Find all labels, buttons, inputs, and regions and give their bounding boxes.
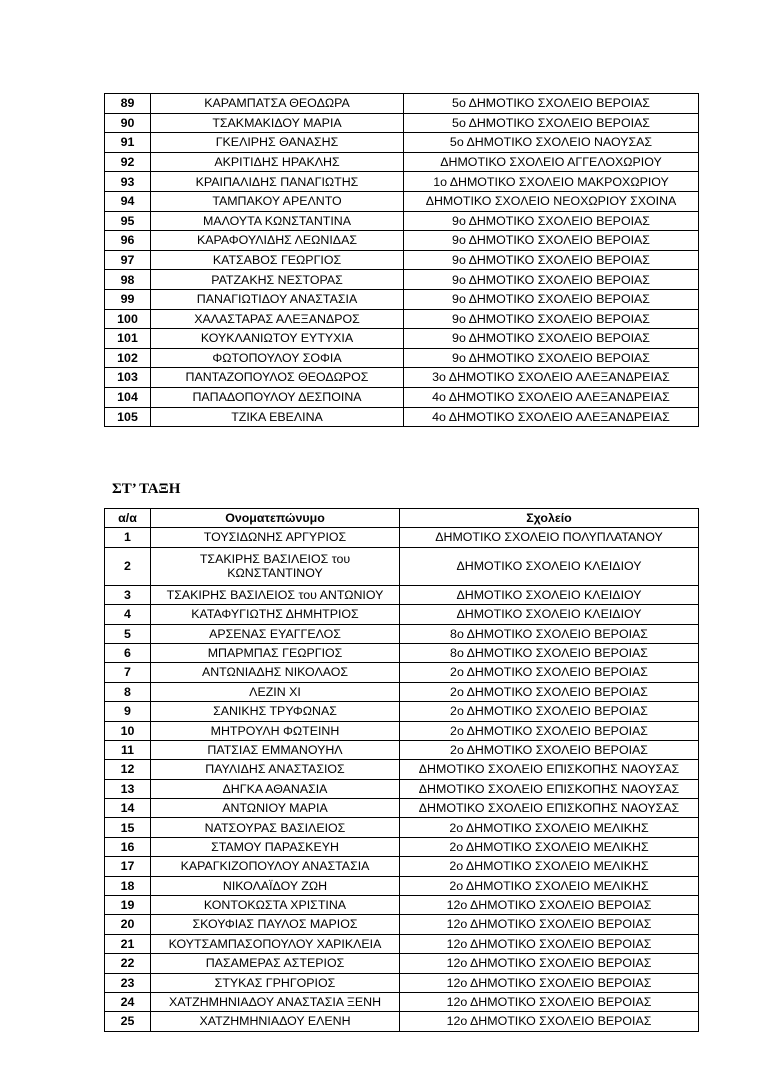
school-name: 9ο ΔΗΜΟΤΙΚΟ ΣΧΟΛΕΙΟ ΒΕΡΟΙΑΣ	[404, 211, 699, 231]
school-name: 4ο ΔΗΜΟΤΙΚΟ ΣΧΟΛΕΙΟ ΑΛΕΞΑΝΔΡΕΙΑΣ	[404, 387, 699, 407]
row-number: 2	[105, 547, 151, 585]
school-name: 2ο ΔΗΜΟΤΙΚΟ ΣΧΟΛΕΙΟ ΜΕΛΙΚΗΣ	[400, 818, 699, 837]
row-number: 99	[105, 289, 151, 309]
row-number: 16	[105, 837, 151, 856]
table-row	[105, 191, 699, 211]
student-name: ΣΤΥΚΑΣ ΓΡΗΓΟΡΙΟΣ	[151, 973, 400, 992]
table-row	[105, 368, 699, 388]
table-row	[105, 876, 699, 895]
school-name: 12ο ΔΗΜΟΤΙΚΟ ΣΧΟΛΕΙΟ ΒΕΡΟΙΑΣ	[400, 896, 699, 915]
school-name: ΔΗΜΟΤΙΚΟ ΣΧΟΛΕΙΟ ΕΠΙΣΚΟΠΗΣ ΝΑΟΥΣΑΣ	[400, 799, 699, 818]
school-name: 2ο ΔΗΜΟΤΙΚΟ ΣΧΟΛΕΙΟ ΒΕΡΟΙΑΣ	[400, 663, 699, 682]
student-name: ΠΑΝΤΑΖΟΠΟΥΛΟΣ ΘΕΟΔΩΡΟΣ	[151, 368, 404, 388]
row-number: 12	[105, 760, 151, 779]
column-header-name: Ονοματεπώνυμο	[151, 509, 400, 528]
row-number: 102	[105, 348, 151, 368]
table-row	[105, 309, 699, 329]
school-name: 5ο ΔΗΜΟΤΙΚΟ ΣΧΟΛΕΙΟ ΒΕΡΟΙΑΣ	[404, 113, 699, 133]
school-name: 2ο ΔΗΜΟΤΙΚΟ ΣΧΟΛΕΙΟ ΒΕΡΟΙΑΣ	[400, 702, 699, 721]
student-name: ΤΑΜΠΑΚΟΥ ΑΡΕΛΝΤΟ	[151, 191, 404, 211]
row-number: 105	[105, 407, 151, 427]
table-row	[105, 387, 699, 407]
student-name: ΠΑΤΣΙΑΣ ΕΜΜΑΝΟΥΗΛ	[151, 740, 400, 759]
row-number: 7	[105, 663, 151, 682]
student-name: ΑΝΤΩΝΙΑΔΗΣ ΝΙΚΟΛΑΟΣ	[151, 663, 400, 682]
table-row	[105, 270, 699, 290]
school-name: 9ο ΔΗΜΟΤΙΚΟ ΣΧΟΛΕΙΟ ΒΕΡΟΙΑΣ	[404, 309, 699, 329]
school-name: 9ο ΔΗΜΟΤΙΚΟ ΣΧΟΛΕΙΟ ΒΕΡΟΙΑΣ	[404, 329, 699, 349]
table-row	[105, 973, 699, 992]
students-table-continued-body	[105, 94, 699, 427]
row-number: 10	[105, 721, 151, 740]
row-number: 13	[105, 779, 151, 798]
student-name: ΑΚΡΙΤΙΔΗΣ ΗΡΑΚΛΗΣ	[151, 152, 404, 172]
school-name: 12ο ΔΗΜΟΤΙΚΟ ΣΧΟΛΕΙΟ ΒΕΡΟΙΑΣ	[400, 1012, 699, 1031]
table-row	[105, 721, 699, 740]
school-name: ΔΗΜΟΤΙΚΟ ΣΧΟΛΕΙΟ ΠΟΛΥΠΛΑΤΑΝΟΥ	[400, 528, 699, 547]
students-table-continued	[104, 93, 699, 427]
row-number: 90	[105, 113, 151, 133]
table-row	[105, 702, 699, 721]
student-name: ΚΡΑΙΠΑΛΙΔΗΣ ΠΑΝΑΓΙΩΤΗΣ	[151, 172, 404, 192]
school-name: 2ο ΔΗΜΟΤΙΚΟ ΣΧΟΛΕΙΟ ΜΕΛΙΚΗΣ	[400, 876, 699, 895]
table-row	[105, 289, 699, 309]
student-name: ΤΣΑΚΙΡΗΣ ΒΑΣΙΛΕΙΟΣ του ΚΩΝΣΤΑΝΤΙΝΟΥ	[151, 547, 400, 585]
row-number: 17	[105, 857, 151, 876]
school-name: ΔΗΜΟΤΙΚΟ ΣΧΟΛΕΙΟ ΕΠΙΣΚΟΠΗΣ ΝΑΟΥΣΑΣ	[400, 779, 699, 798]
table-row	[105, 643, 699, 662]
school-name: 12ο ΔΗΜΟΤΙΚΟ ΣΧΟΛΕΙΟ ΒΕΡΟΙΑΣ	[400, 934, 699, 953]
school-name: 9ο ΔΗΜΟΤΙΚΟ ΣΧΟΛΕΙΟ ΒΕΡΟΙΑΣ	[404, 231, 699, 251]
row-number: 1	[105, 528, 151, 547]
student-name: ΚΟΝΤΟΚΩΣΤΑ ΧΡΙΣΤΙΝΑ	[151, 896, 400, 915]
student-name: ΤΣΑΚΜΑΚΙΔΟΥ ΜΑΡΙΑ	[151, 113, 404, 133]
row-number: 97	[105, 250, 151, 270]
school-name: 12ο ΔΗΜΟΤΙΚΟ ΣΧΟΛΕΙΟ ΒΕΡΟΙΑΣ	[400, 915, 699, 934]
row-number: 8	[105, 682, 151, 701]
school-name: 12ο ΔΗΜΟΤΙΚΟ ΣΧΟΛΕΙΟ ΒΕΡΟΙΑΣ	[400, 954, 699, 973]
row-number: 21	[105, 934, 151, 953]
table-row	[105, 760, 699, 779]
school-name: 12ο ΔΗΜΟΤΙΚΟ ΣΧΟΛΕΙΟ ΒΕΡΟΙΑΣ	[400, 973, 699, 992]
school-name: 9ο ΔΗΜΟΤΙΚΟ ΣΧΟΛΕΙΟ ΒΕΡΟΙΑΣ	[404, 250, 699, 270]
student-name: ΛΕΖΙΝ ΧΙ	[151, 682, 400, 701]
school-name: 12ο ΔΗΜΟΤΙΚΟ ΣΧΟΛΕΙΟ ΒΕΡΟΙΑΣ	[400, 992, 699, 1011]
row-number: 101	[105, 329, 151, 349]
school-name: 9ο ΔΗΜΟΤΙΚΟ ΣΧΟΛΕΙΟ ΒΕΡΟΙΑΣ	[404, 289, 699, 309]
table-row	[105, 954, 699, 973]
row-number: 9	[105, 702, 151, 721]
column-header-school: Σχολείο	[400, 509, 699, 528]
school-name: 9ο ΔΗΜΟΤΙΚΟ ΣΧΟΛΕΙΟ ΒΕΡΟΙΑΣ	[404, 348, 699, 368]
row-number: 93	[105, 172, 151, 192]
student-name: ΝΙΚΟΛΑΪΔΟΥ ΖΩΗ	[151, 876, 400, 895]
row-number: 92	[105, 152, 151, 172]
table-row	[105, 818, 699, 837]
row-number: 94	[105, 191, 151, 211]
school-name: 5ο ΔΗΜΟΤΙΚΟ ΣΧΟΛΕΙΟ ΝΑΟΥΣΑΣ	[404, 133, 699, 153]
table-row	[105, 915, 699, 934]
school-name: ΔΗΜΟΤΙΚΟ ΣΧΟΛΕΙΟ ΚΛΕΙΔΙΟΥ	[400, 585, 699, 604]
row-number: 96	[105, 231, 151, 251]
student-name: ΜΑΛΟΥΤΑ ΚΩΝΣΤΑΝΤΙΝΑ	[151, 211, 404, 231]
table-row	[105, 329, 699, 349]
student-name: ΠΑΠΑΔΟΠΟΥΛΟΥ ΔΕΣΠΟΙΝΑ	[151, 387, 404, 407]
table-row	[105, 799, 699, 818]
section-heading: ΣΤ’ ΤΑΞΗ	[112, 481, 181, 497]
school-name: 4ο ΔΗΜΟΤΙΚΟ ΣΧΟΛΕΙΟ ΑΛΕΞΑΝΔΡΕΙΑΣ	[404, 407, 699, 427]
school-name: 2ο ΔΗΜΟΤΙΚΟ ΣΧΟΛΕΙΟ ΜΕΛΙΚΗΣ	[400, 837, 699, 856]
student-name: ΚΟΥΤΣΑΜΠΑΣΟΠΟΥΛΟΥ ΧΑΡΙΚΛΕΙΑ	[151, 934, 400, 953]
row-number: 20	[105, 915, 151, 934]
table-row	[105, 992, 699, 1011]
table-row	[105, 231, 699, 251]
student-name: ΑΡΣΕΝΑΣ ΕΥΑΓΓΕΛΟΣ	[151, 624, 400, 643]
student-name: ΚΑΤΣΑΒΟΣ ΓΕΩΡΓΙΟΣ	[151, 250, 404, 270]
student-name: ΜΠΑΡΜΠΑΣ ΓΕΩΡΓΙΟΣ	[151, 643, 400, 662]
row-number: 22	[105, 954, 151, 973]
grade-six-students-table	[104, 508, 699, 1032]
table-row	[105, 837, 699, 856]
row-number: 98	[105, 270, 151, 290]
school-name: 5ο ΔΗΜΟΤΙΚΟ ΣΧΟΛΕΙΟ ΒΕΡΟΙΑΣ	[404, 94, 699, 114]
table-row	[105, 857, 699, 876]
row-number: 3	[105, 585, 151, 604]
row-number: 14	[105, 799, 151, 818]
row-number: 23	[105, 973, 151, 992]
school-name: ΔΗΜΟΤΙΚΟ ΣΧΟΛΕΙΟ ΝΕΟΧΩΡΙΟΥ ΣΧΟΙΝΑ	[404, 191, 699, 211]
table-row	[105, 407, 699, 427]
table-row	[105, 779, 699, 798]
student-name: ΦΩΤΟΠΟΥΛΟΥ ΣΟΦΙΑ	[151, 348, 404, 368]
table-row	[105, 585, 699, 604]
row-number: 104	[105, 387, 151, 407]
student-name: ΠΑΝΑΓΙΩΤΙΔΟΥ ΑΝΑΣΤΑΣΙΑ	[151, 289, 404, 309]
table-row	[105, 682, 699, 701]
table-row	[105, 94, 699, 114]
row-number: 15	[105, 818, 151, 837]
school-name: 2ο ΔΗΜΟΤΙΚΟ ΣΧΟΛΕΙΟ ΒΕΡΟΙΑΣ	[400, 740, 699, 759]
school-name: 2ο ΔΗΜΟΤΙΚΟ ΣΧΟΛΕΙΟ ΒΕΡΟΙΑΣ	[400, 682, 699, 701]
student-name: ΚΑΡΑΜΠΑΤΣΑ ΘΕΟΔΩΡΑ	[151, 94, 404, 114]
school-name: 8ο ΔΗΜΟΤΙΚΟ ΣΧΟΛΕΙΟ ΒΕΡΟΙΑΣ	[400, 643, 699, 662]
table-row	[105, 1012, 699, 1031]
table-row	[105, 528, 699, 547]
table-row	[105, 133, 699, 153]
table-row	[105, 250, 699, 270]
student-name: ΤΣΑΚΙΡΗΣ ΒΑΣΙΛΕΙΟΣ του ΑΝΤΩΝΙΟΥ	[151, 585, 400, 604]
row-number: 25	[105, 1012, 151, 1031]
student-name: ΣΑΝΙΚΗΣ ΤΡΥΦΩΝΑΣ	[151, 702, 400, 721]
student-name: ΜΗΤΡΟΥΛΗ ΦΩΤΕΙΝΗ	[151, 721, 400, 740]
row-number: 11	[105, 740, 151, 759]
table-row	[105, 740, 699, 759]
student-name: ΠΑΣΑΜΕΡΑΣ ΑΣΤΕΡΙΟΣ	[151, 954, 400, 973]
table-row	[105, 663, 699, 682]
school-name: 1ο ΔΗΜΟΤΙΚΟ ΣΧΟΛΕΙΟ ΜΑΚΡΟΧΩΡΙΟΥ	[404, 172, 699, 192]
row-number: 103	[105, 368, 151, 388]
school-name: ΔΗΜΟΤΙΚΟ ΣΧΟΛΕΙΟ ΕΠΙΣΚΟΠΗΣ ΝΑΟΥΣΑΣ	[400, 760, 699, 779]
column-header-index: α/α	[105, 509, 151, 528]
row-number: 4	[105, 605, 151, 624]
student-name: ΝΑΤΣΟΥΡΑΣ ΒΑΣΙΛΕΙΟΣ	[151, 818, 400, 837]
student-name: ΤΖΙΚΑ ΕΒΕΛΙΝΑ	[151, 407, 404, 427]
row-number: 6	[105, 643, 151, 662]
table-row	[105, 624, 699, 643]
school-name: 8ο ΔΗΜΟΤΙΚΟ ΣΧΟΛΕΙΟ ΒΕΡΟΙΑΣ	[400, 624, 699, 643]
school-name: ΔΗΜΟΤΙΚΟ ΣΧΟΛΕΙΟ ΚΛΕΙΔΙΟΥ	[400, 547, 699, 585]
table-row	[105, 211, 699, 231]
student-name: ΓΚΕΛΙΡΗΣ ΘΑΝΑΣΗΣ	[151, 133, 404, 153]
student-name: ΚΟΥΚΛΑΝΙΩΤΟΥ ΕΥΤΥΧΙΑ	[151, 329, 404, 349]
student-name: ΧΑΤΖΗΜΗΝΙΑΔΟΥ ΕΛΕΝΗ	[151, 1012, 400, 1031]
table-row	[105, 896, 699, 915]
row-number: 5	[105, 624, 151, 643]
student-name: ΚΑΤΑΦΥΓΙΩΤΗΣ ΔΗΜΗΤΡΙΟΣ	[151, 605, 400, 624]
student-name: ΣΚΟΥΦΙΑΣ ΠΑΥΛΟΣ ΜΑΡΙΟΣ	[151, 915, 400, 934]
student-name: ΡΑΤΖΑΚΗΣ ΝΕΣΤΟΡΑΣ	[151, 270, 404, 290]
row-number: 89	[105, 94, 151, 114]
table-row	[105, 113, 699, 133]
student-name: ΚΑΡΑΓΚΙΖΟΠΟΥΛΟΥ ΑΝΑΣΤΑΣΙΑ	[151, 857, 400, 876]
table-header-row	[105, 509, 699, 528]
row-number: 100	[105, 309, 151, 329]
table-row	[105, 605, 699, 624]
table-row	[105, 172, 699, 192]
school-name: 3ο ΔΗΜΟΤΙΚΟ ΣΧΟΛΕΙΟ ΑΛΕΞΑΝΔΡΕΙΑΣ	[404, 368, 699, 388]
school-name: ΔΗΜΟΤΙΚΟ ΣΧΟΛΕΙΟ ΚΛΕΙΔΙΟΥ	[400, 605, 699, 624]
student-name: ΤΟΥΣΙΔΩΝΗΣ ΑΡΓΥΡΙΟΣ	[151, 528, 400, 547]
student-name: ΚΑΡΑΦΟΥΛΙΔΗΣ ΛΕΩΝΙΔΑΣ	[151, 231, 404, 251]
table-row	[105, 547, 699, 585]
row-number: 95	[105, 211, 151, 231]
row-number: 91	[105, 133, 151, 153]
row-number: 19	[105, 896, 151, 915]
student-name: ΧΑΤΖΗΜΗΝΙΑΔΟΥ ΑΝΑΣΤΑΣΙΑ ΞΕΝΗ	[151, 992, 400, 1011]
school-name: 9ο ΔΗΜΟΤΙΚΟ ΣΧΟΛΕΙΟ ΒΕΡΟΙΑΣ	[404, 270, 699, 290]
student-name: ΠΑΥΛΙΔΗΣ ΑΝΑΣΤΑΣΙΟΣ	[151, 760, 400, 779]
student-name: ΣΤΑΜΟΥ ΠΑΡΑΣΚΕΥΗ	[151, 837, 400, 856]
student-name: ΧΑΛΑΣΤΑΡΑΣ ΑΛΕΞΑΝΔΡΟΣ	[151, 309, 404, 329]
school-name: 2ο ΔΗΜΟΤΙΚΟ ΣΧΟΛΕΙΟ ΜΕΛΙΚΗΣ	[400, 857, 699, 876]
student-name: ΑΝΤΩΝΙΟΥ ΜΑΡΙΑ	[151, 799, 400, 818]
table-row	[105, 934, 699, 953]
school-name: ΔΗΜΟΤΙΚΟ ΣΧΟΛΕΙΟ ΑΓΓΕΛΟΧΩΡΙΟΥ	[404, 152, 699, 172]
row-number: 24	[105, 992, 151, 1011]
table-row	[105, 348, 699, 368]
table-row	[105, 152, 699, 172]
student-name: ΔΗΓΚΑ ΑΘΑΝΑΣΙΑ	[151, 779, 400, 798]
school-name: 2ο ΔΗΜΟΤΙΚΟ ΣΧΟΛΕΙΟ ΒΕΡΟΙΑΣ	[400, 721, 699, 740]
grade-six-students-table-body	[105, 528, 699, 1031]
row-number: 18	[105, 876, 151, 895]
